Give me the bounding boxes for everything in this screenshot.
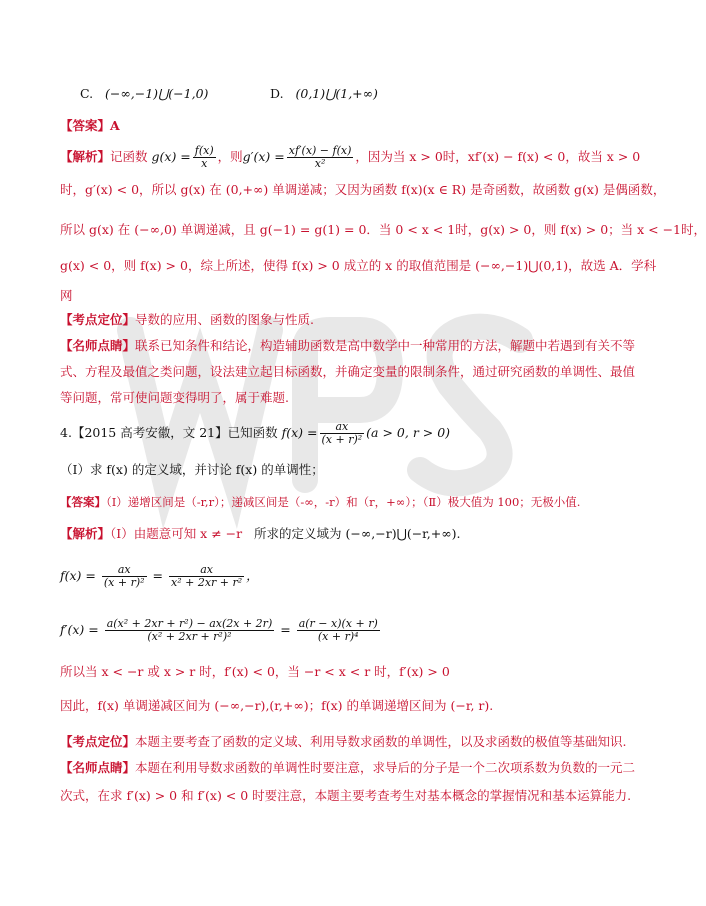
g-def-num: f(x): [194, 144, 214, 157]
gp-left: g′(x) =: [242, 149, 285, 164]
problem-4-f-left: f(x) =: [281, 425, 318, 440]
eq2-num-1: a(x² + 2xr + r²) − ax(2x + 2r): [106, 617, 273, 630]
eq2-num-2: a(r − x)(x + r): [298, 617, 378, 630]
equation-f: [60, 564, 259, 589]
eq1-num-1: ax: [102, 564, 147, 577]
eq2-den-1: (x² + 2xr + r²)²: [147, 630, 232, 643]
kaodian-1-text: 导数的应用、函数的图象与性质.: [135, 312, 314, 327]
option-d-label: D.: [270, 86, 284, 101]
mingshi-4-line-1: [60, 760, 636, 776]
analysis-1-line-5: 网: [60, 288, 73, 303]
answer-4-tag: 【答案】: [60, 495, 106, 509]
mingshi-1-text-1: 联系已知条件和结论，构造辅助函数是高中数学中一种常用的方法，解题中若遇到有关不等: [135, 338, 636, 353]
option-d-value: (0,1)⋃(1,+∞): [295, 86, 378, 101]
g-def-left: g(x) =: [151, 149, 191, 164]
kaodian-4-tag: 【考点定位】: [60, 734, 136, 749]
analysis-1-post: ，因为当 x > 0时，xf′(x) − f(x) < 0，故当 x > 0: [355, 149, 641, 164]
mingshi-1-line-2: 式、方程及最值之类问题，设法建立起目标函数，并确定变量的限制条件，通过研究函数的单调性、最值: [60, 364, 636, 379]
option-c: [80, 86, 208, 101]
eq1-left: f(x) =: [60, 568, 96, 583]
gp-num: xf′(x) − f(x): [288, 144, 352, 157]
kaodian-4: [60, 734, 627, 750]
option-c-label: C.: [80, 86, 94, 101]
mingshi-4-line-2: 次式，在求 f′(x) > 0 和 f′(x) < 0 时要注意，本题主要考查考生对基本概念的掌握情况和基本运算能力.: [60, 788, 632, 803]
answer-1-value: A: [110, 118, 120, 133]
mingshi-4-text-1: 本题在利用导数求函数的单调性时要注意，求导后的分子是一个二次项系数为负数的一元二: [135, 760, 636, 775]
analysis-4-line-1: [60, 526, 600, 542]
mingshi-1-line-1: [60, 338, 636, 354]
eq1-den-2: x² + 2xr + r²: [171, 576, 243, 589]
analysis-4-line-4: 因此，f(x) 单调递减区间为 (−∞,−r),(r,+∞)；f(x) 的单调递增区间为 (−r, r).: [60, 698, 494, 713]
problem-4-part-1: （Ⅰ）求 f(x) 的定义域，并讨论 f(x) 的单调性；: [60, 462, 324, 477]
eq1-den-1: (x + r)²: [103, 576, 145, 589]
kaodian-1: [60, 312, 600, 328]
mingshi-4-tag: 【名师点睛】: [60, 760, 136, 775]
analysis-4-tag: 【解析】: [60, 526, 111, 541]
equation-f-prime: [60, 618, 382, 643]
problem-4-source: 【2015 高考安徽，文 21】: [71, 425, 228, 440]
eq1-fraction-2: [169, 564, 244, 589]
gp-den: x²: [314, 157, 326, 170]
problem-4-intro: 已知函数: [227, 425, 278, 440]
eq1-mid: =: [152, 568, 164, 583]
eq2-fraction-1: [105, 618, 275, 643]
eq1-fraction-1: [102, 564, 147, 589]
mingshi-1-line-3: 等问题，常可使问题变得明了，属于难题.: [60, 390, 289, 405]
eq2-mid: =: [280, 622, 291, 637]
g-def-den: x: [201, 157, 208, 170]
gp-fraction: [287, 145, 354, 170]
g-def-fraction: [193, 145, 216, 170]
analysis-4-text-a: （Ⅰ）由题意可知 x ≠ −r: [110, 526, 243, 541]
kaodian-1-tag: 【考点定位】: [60, 312, 136, 327]
eq2-den-2: (x + r)⁴: [317, 630, 359, 643]
analysis-1-line-3: 所以 g(x) 在 (−∞,0) 单调递减，且 g(−1) = g(1) = 0．当 0 < x < 1时，g(x) > 0，则 f(x) > 0；当 x < −1时，: [60, 222, 706, 237]
analysis-1-text: 记函数: [110, 149, 148, 164]
mingshi-1-tag: 【名师点睛】: [60, 338, 136, 353]
answer-4: [60, 494, 600, 510]
analysis-1-tag: 【解析】: [60, 149, 111, 164]
analysis-1-mid: ，则: [217, 149, 243, 164]
answer-1-tag: 【答案】: [60, 118, 111, 133]
analysis-1-line-1: [60, 142, 641, 172]
problem-4-f-num: ax: [320, 421, 365, 434]
option-d: [270, 86, 378, 101]
analysis-4-line-3: 所以当 x < −r 或 x > r 时，f′(x) < 0，当 −r < x < r 时，f′(x) > 0: [60, 664, 450, 679]
problem-4-heading: [60, 418, 600, 448]
eq2-left: f′(x) =: [60, 622, 99, 637]
option-c-value: (−∞,−1)⋃(−1,0): [105, 86, 209, 101]
analysis-4-text-b: 所求的定义域为 (−∞,−r)⋃(−r,+∞).: [254, 526, 461, 541]
analysis-1-line-4: g(x) < 0，则 f(x) > 0，综上所述，使得 f(x) > 0 成立的 x 的取值范围是 (−∞,−1)⋃(0,1)，故选 A．学科: [60, 258, 657, 273]
eq1-num-2: ax: [169, 564, 244, 577]
eq1-end: ，: [246, 568, 259, 583]
answer-4-text: （Ⅰ）递增区间是（-r,r）；递减区间是（-∞，-r）和（r，+∞）；（Ⅱ）极大值为 100；无极小值.: [106, 495, 581, 509]
problem-4-fraction: [320, 421, 365, 446]
kaodian-4-text: 本题主要考查了函数的定义域、利用导数求函数的单调性，以及求函数的极值等基础知识.: [135, 734, 627, 749]
problem-4-f-den: (x + r)²: [321, 433, 363, 446]
problem-4-number: 4.: [60, 425, 72, 440]
analysis-1-line-2: 时，g′(x) < 0，所以 g(x) 在 (0,+∞) 单调递减；又因为函数 f(x)(x ∈ R) 是奇函数，故函数 g(x) 是偶函数，: [60, 182, 666, 197]
eq2-fraction-2: [297, 618, 380, 643]
answer-1: [60, 118, 600, 134]
problem-4-condition: (a > 0, r > 0): [366, 425, 451, 440]
